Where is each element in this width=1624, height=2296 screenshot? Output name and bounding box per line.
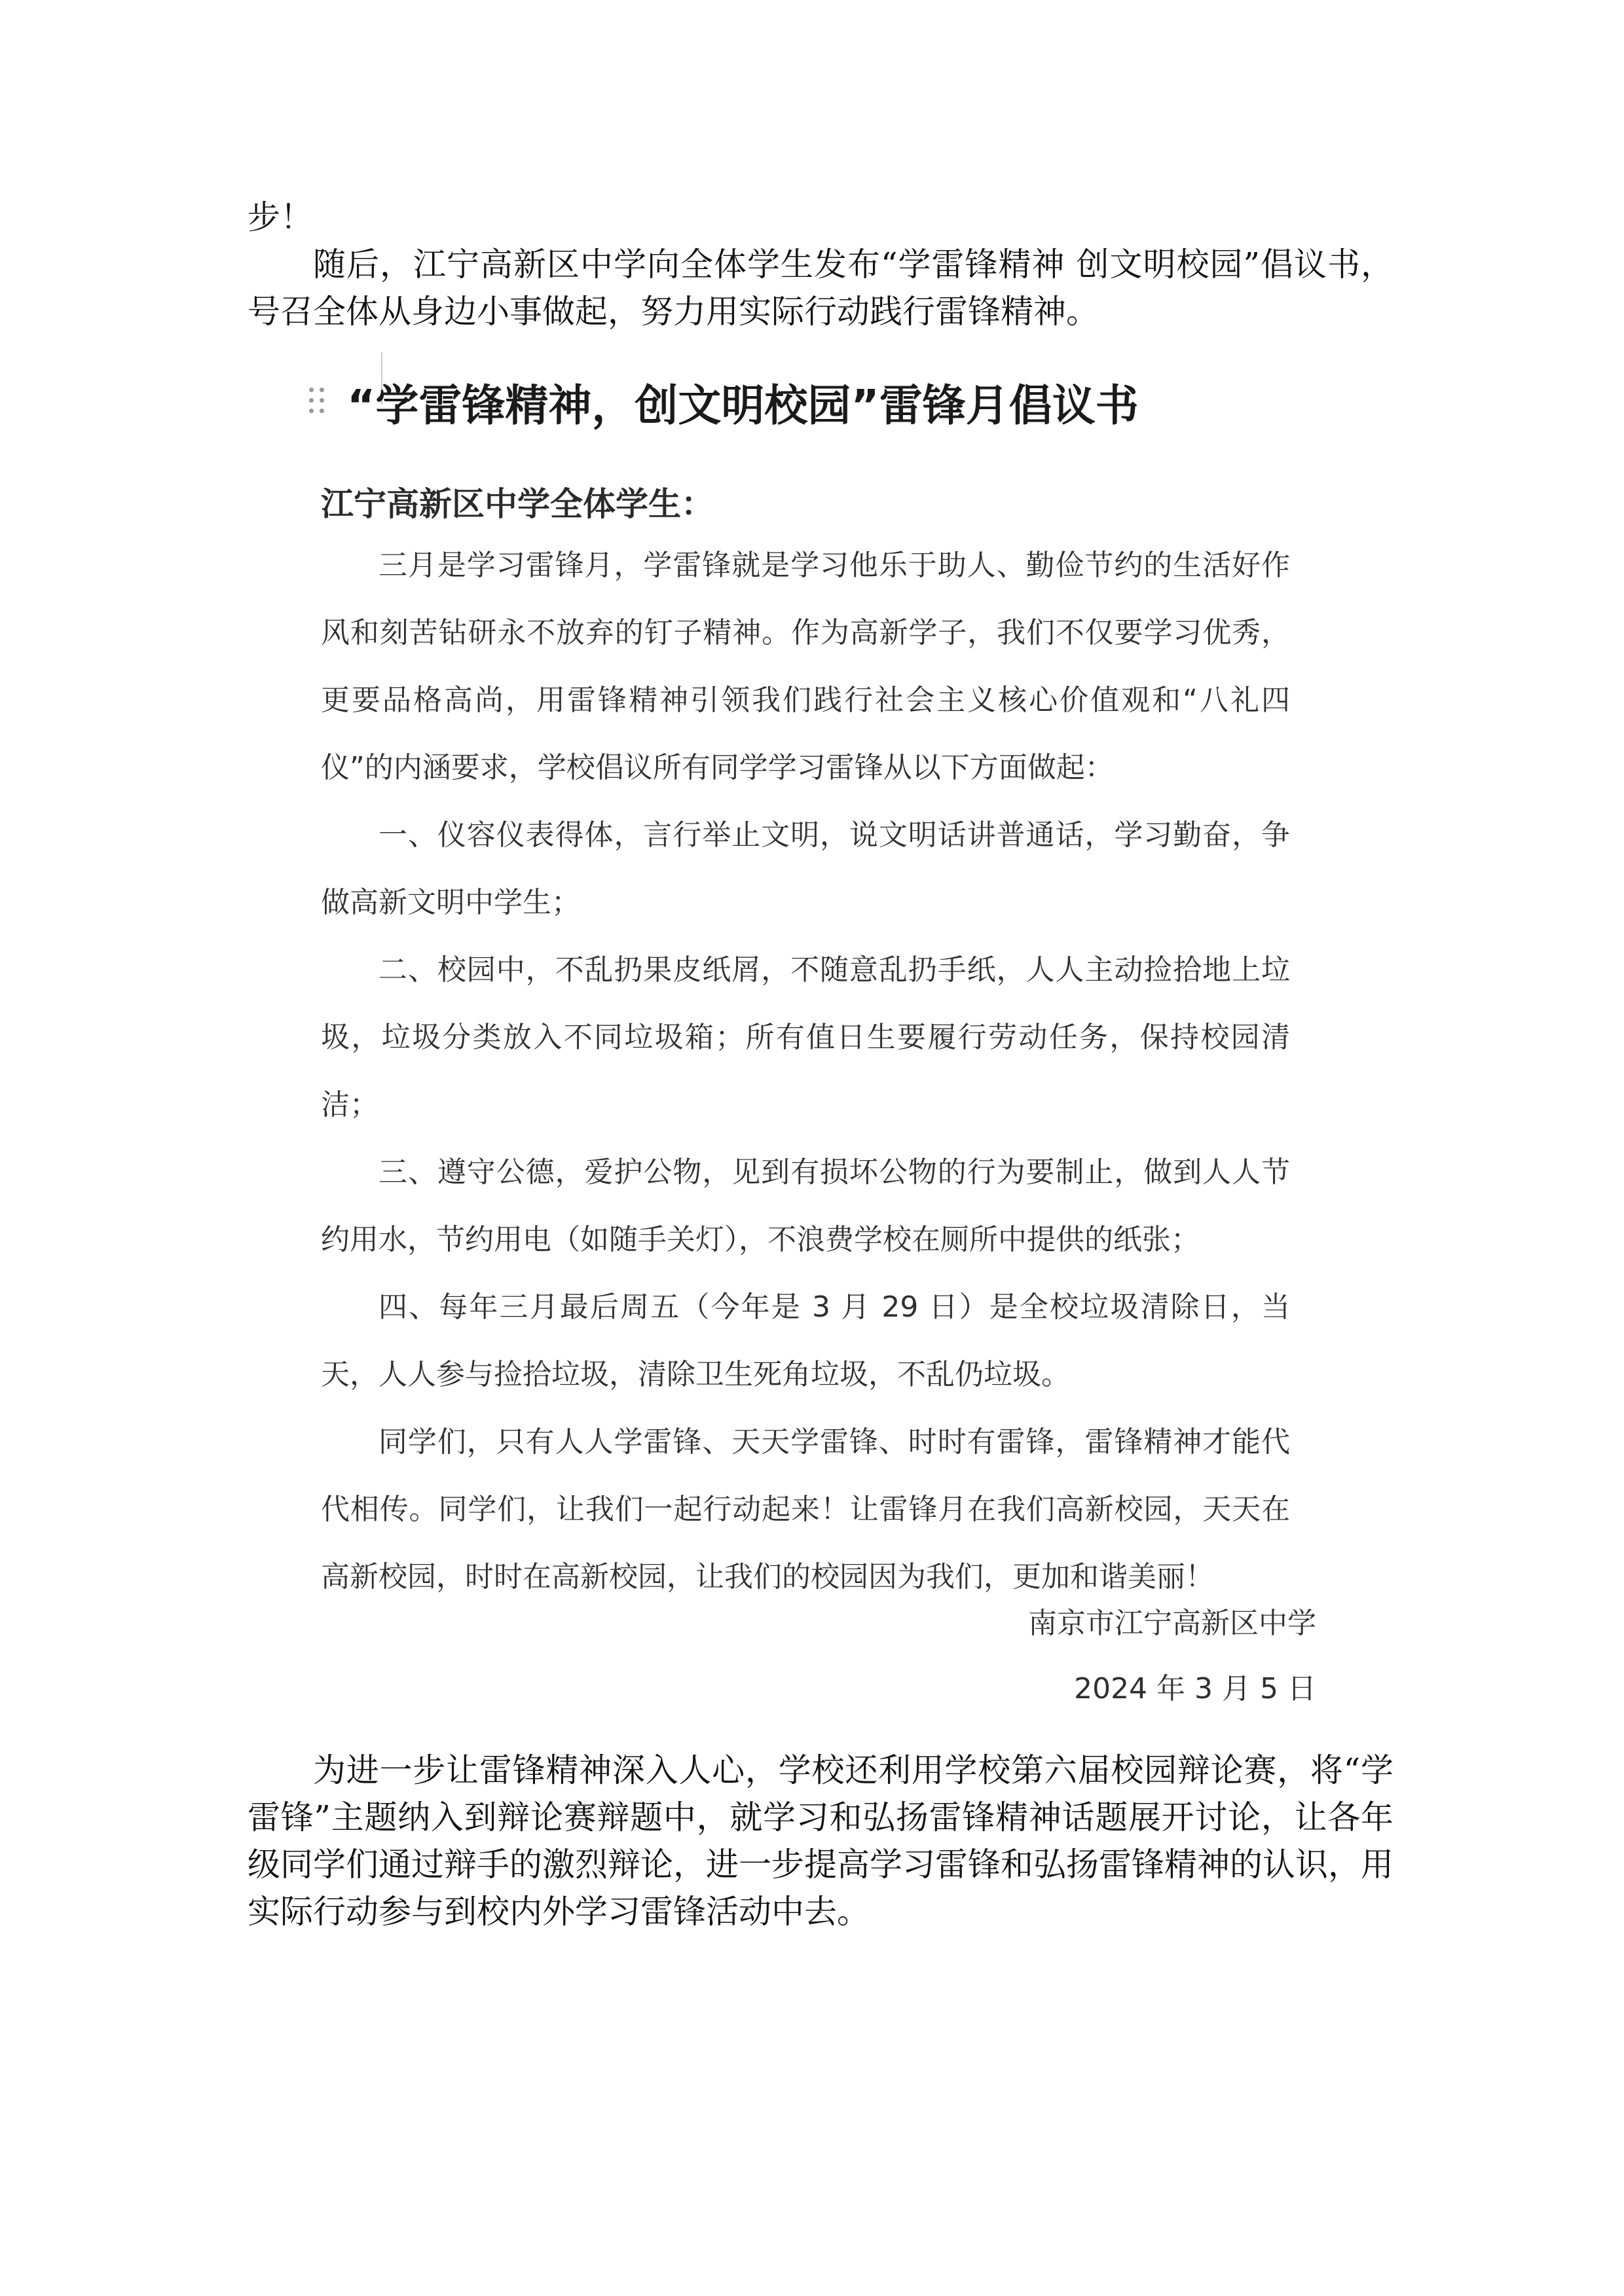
- proposal-item-1: 一、仪容仪表得体，言行举止文明，说文明话讲普通话，学习勤奋，争做高新文明中学生；: [321, 818, 1290, 919]
- proposal-title: “学雷锋精神，创文明校园”雷锋月倡议书: [347, 380, 1139, 431]
- proposal-body: [321, 532, 1290, 1611]
- closing-paragraph: 为进一步让雷锋精神深入人心，学校还利用学校第六届校园辩论赛，将“学雷锋”主题纳入到辩论赛辩题中，就学习和弘扬雷锋精神话题展开讨论，让各年级同学们通过辩手的激烈辩论，进一步提高学习雷锋和弘扬雷锋精神的认识，用实际行动参与到校内外学习雷锋活动中去。: [248, 1751, 1393, 1931]
- proposal-paragraph-closing: 同学们，只有人人学雷锋、天天学雷锋、时时有雷锋，雷锋精神才能代代相传。同学们，让我们一起行动起来！让雷锋月在我们高新校园，天天在高新校园，时时在高新校园，让我们的校园因为我们，更加和谐美丽！: [321, 1425, 1290, 1594]
- proposal-signature: 南京市江宁高新区中学: [1028, 1607, 1316, 1640]
- intro-line-fragment: 步！: [248, 198, 313, 236]
- proposal-date: 2024 年 3 月 5 日: [1074, 1672, 1316, 1705]
- proposal-item-3: 三、遵守公德，爱护公物，见到有损坏公物的行为要制止，做到人人节约用水，节约用电（如随手关灯），不浪费学校在厕所中提供的纸张；: [321, 1156, 1290, 1256]
- drag-handle-icon[interactable]: [309, 388, 329, 416]
- proposal-greeting: 江宁高新区中学全体学生：: [321, 484, 714, 523]
- proposal-item-4: 四、每年三月最后周五（今年是 3 月 29 日）是全校垃圾清除日，当天，人人参与捡拾垃圾，清除卫生死角垃圾，不乱仍垃圾。: [321, 1290, 1290, 1391]
- proposal-item-2: 二、校园中，不乱扔果皮纸屑，不随意乱扔手纸，人人主动捡拾地上垃圾，垃圾分类放入不同垃圾箱；所有值日生要履行劳动任务，保持校园清洁；: [321, 953, 1290, 1121]
- proposal-screenshot: [301, 347, 1323, 1735]
- intro-paragraph: 随后，江宁高新区中学向全体学生发布“学雷锋精神 创文明校园”倡议书，号召全体从身边小事做起，努力用实际行动践行雷锋精神。: [248, 246, 1393, 331]
- proposal-paragraph-intro: 三月是学习雷锋月，学雷锋就是学习他乐于助人、勤俭节约的生活好作风和刻苦钻研永不放弃的钉子精神。作为高新学子，我们不仅要学习优秀，更要品格高尚，用雷锋精神引领我们践行社会主义核心价值观和“八礼四仪”的内涵要求，学校倡议所有同学学习雷锋从以下方面做起：: [321, 549, 1290, 784]
